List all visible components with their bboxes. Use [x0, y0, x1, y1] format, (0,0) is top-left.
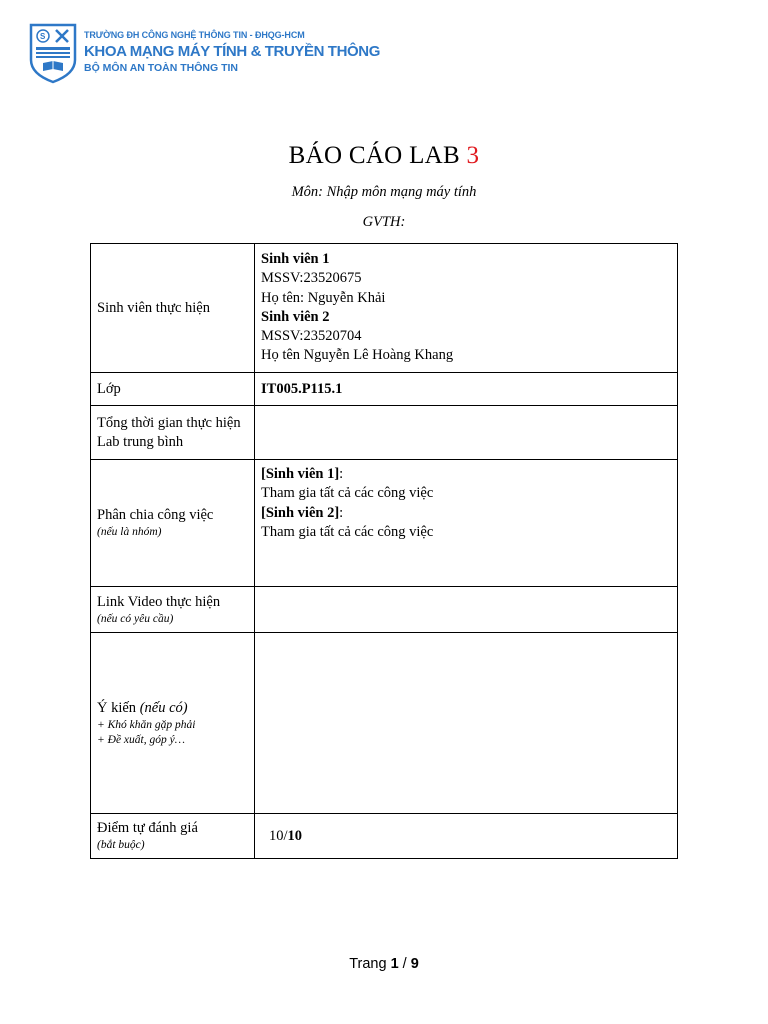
division-label-cell: [91, 460, 255, 587]
footer-current-page: 1: [390, 956, 399, 972]
video-value: [255, 587, 678, 633]
opinion-note-1: + Khó khăn gặp phải: [97, 718, 196, 731]
division-student2-task: Tham gia tất cả các công việc: [261, 523, 434, 540]
row-division: [91, 460, 678, 587]
footer-total-pages: 9: [410, 956, 419, 972]
student1-mssv: MSSV:23520675: [261, 270, 362, 287]
students-value: [255, 244, 678, 373]
class-value: IT005.P115.1: [255, 373, 678, 406]
division-student1-tag: [Sinh viên 1]:: [261, 466, 344, 482]
score-label-cell: [91, 814, 255, 859]
student2-heading: Sinh viên 2: [261, 308, 330, 325]
division-student2-tag: [Sinh viên 2]:: [261, 504, 344, 521]
opinion-label-italic: (nếu có): [139, 699, 188, 716]
footer-prefix: Trang: [349, 956, 391, 972]
lab-number: 3: [466, 142, 480, 169]
university-name: TRƯỜNG ĐH CÔNG NGHỆ THÔNG TIN - ĐHQG-HCM: [84, 30, 305, 40]
student2-mssv: MSSV:23520704: [261, 328, 362, 345]
students-label: Sinh viên thực hiện: [91, 244, 255, 373]
row-score: [91, 814, 678, 859]
division-label: Phân chia công việc: [97, 507, 214, 523]
student1-name: Họ tên: Nguyễn Khải: [261, 289, 386, 306]
report-title: [0, 142, 768, 170]
division-s2-tag-text: [Sinh viên 2]: [261, 504, 340, 521]
faculty-name: KHOA MẠNG MÁY TÍNH & TRUYỀN THÔNG: [84, 43, 380, 60]
score-label: Điểm tự đánh giá: [97, 820, 198, 836]
score-value-max: 10: [287, 827, 303, 844]
class-label: Lớp: [91, 373, 255, 406]
university-logo: [28, 22, 78, 84]
row-opinion: [91, 633, 678, 814]
row-video: [91, 587, 678, 633]
opinion-label-cell: [91, 633, 255, 814]
opinion-label-text: Ý kiến: [97, 699, 140, 716]
footer-separator: /: [398, 956, 411, 972]
instructor-line: GVTH:: [362, 214, 406, 230]
page-footer: [0, 956, 768, 972]
division-student1-task: Tham gia tất cả các công việc: [261, 485, 434, 502]
row-students: [91, 244, 678, 373]
division-s1-tag-text: [Sinh viên 1]: [261, 466, 340, 482]
video-label-cell: [91, 587, 255, 633]
report-info-table: [90, 243, 678, 859]
row-time: [91, 406, 678, 460]
video-note: (nếu có yêu cầu): [97, 612, 174, 625]
row-class: [91, 373, 678, 406]
title-prefix: BÁO CÁO LAB: [288, 142, 467, 169]
division-note: (nếu là nhóm): [97, 526, 162, 538]
svg-text:S: S: [40, 32, 46, 41]
division-value: [255, 460, 678, 587]
score-value-prefix: 10/: [269, 827, 288, 844]
score-note: (bắt buộc): [97, 839, 145, 851]
subject-line: Môn: Nhập môn mạng máy tính: [291, 184, 477, 200]
student2-name: Họ tên Nguyễn Lê Hoàng Khang: [261, 347, 454, 364]
university-text: [84, 30, 384, 74]
department-name: BỘ MÔN AN TOÀN THÔNG TIN: [84, 62, 238, 74]
time-label: Tổng thời gian thực hiện Lab trung bình: [91, 406, 255, 460]
time-value: [255, 406, 678, 460]
score-value: [255, 814, 678, 859]
student1-heading: Sinh viên 1: [261, 251, 330, 267]
video-label: Link Video thực hiện: [97, 593, 221, 610]
opinion-note-2: + Đề xuất, góp ý…: [97, 733, 185, 746]
opinion-value: [255, 633, 678, 814]
opinion-label: [97, 699, 248, 718]
